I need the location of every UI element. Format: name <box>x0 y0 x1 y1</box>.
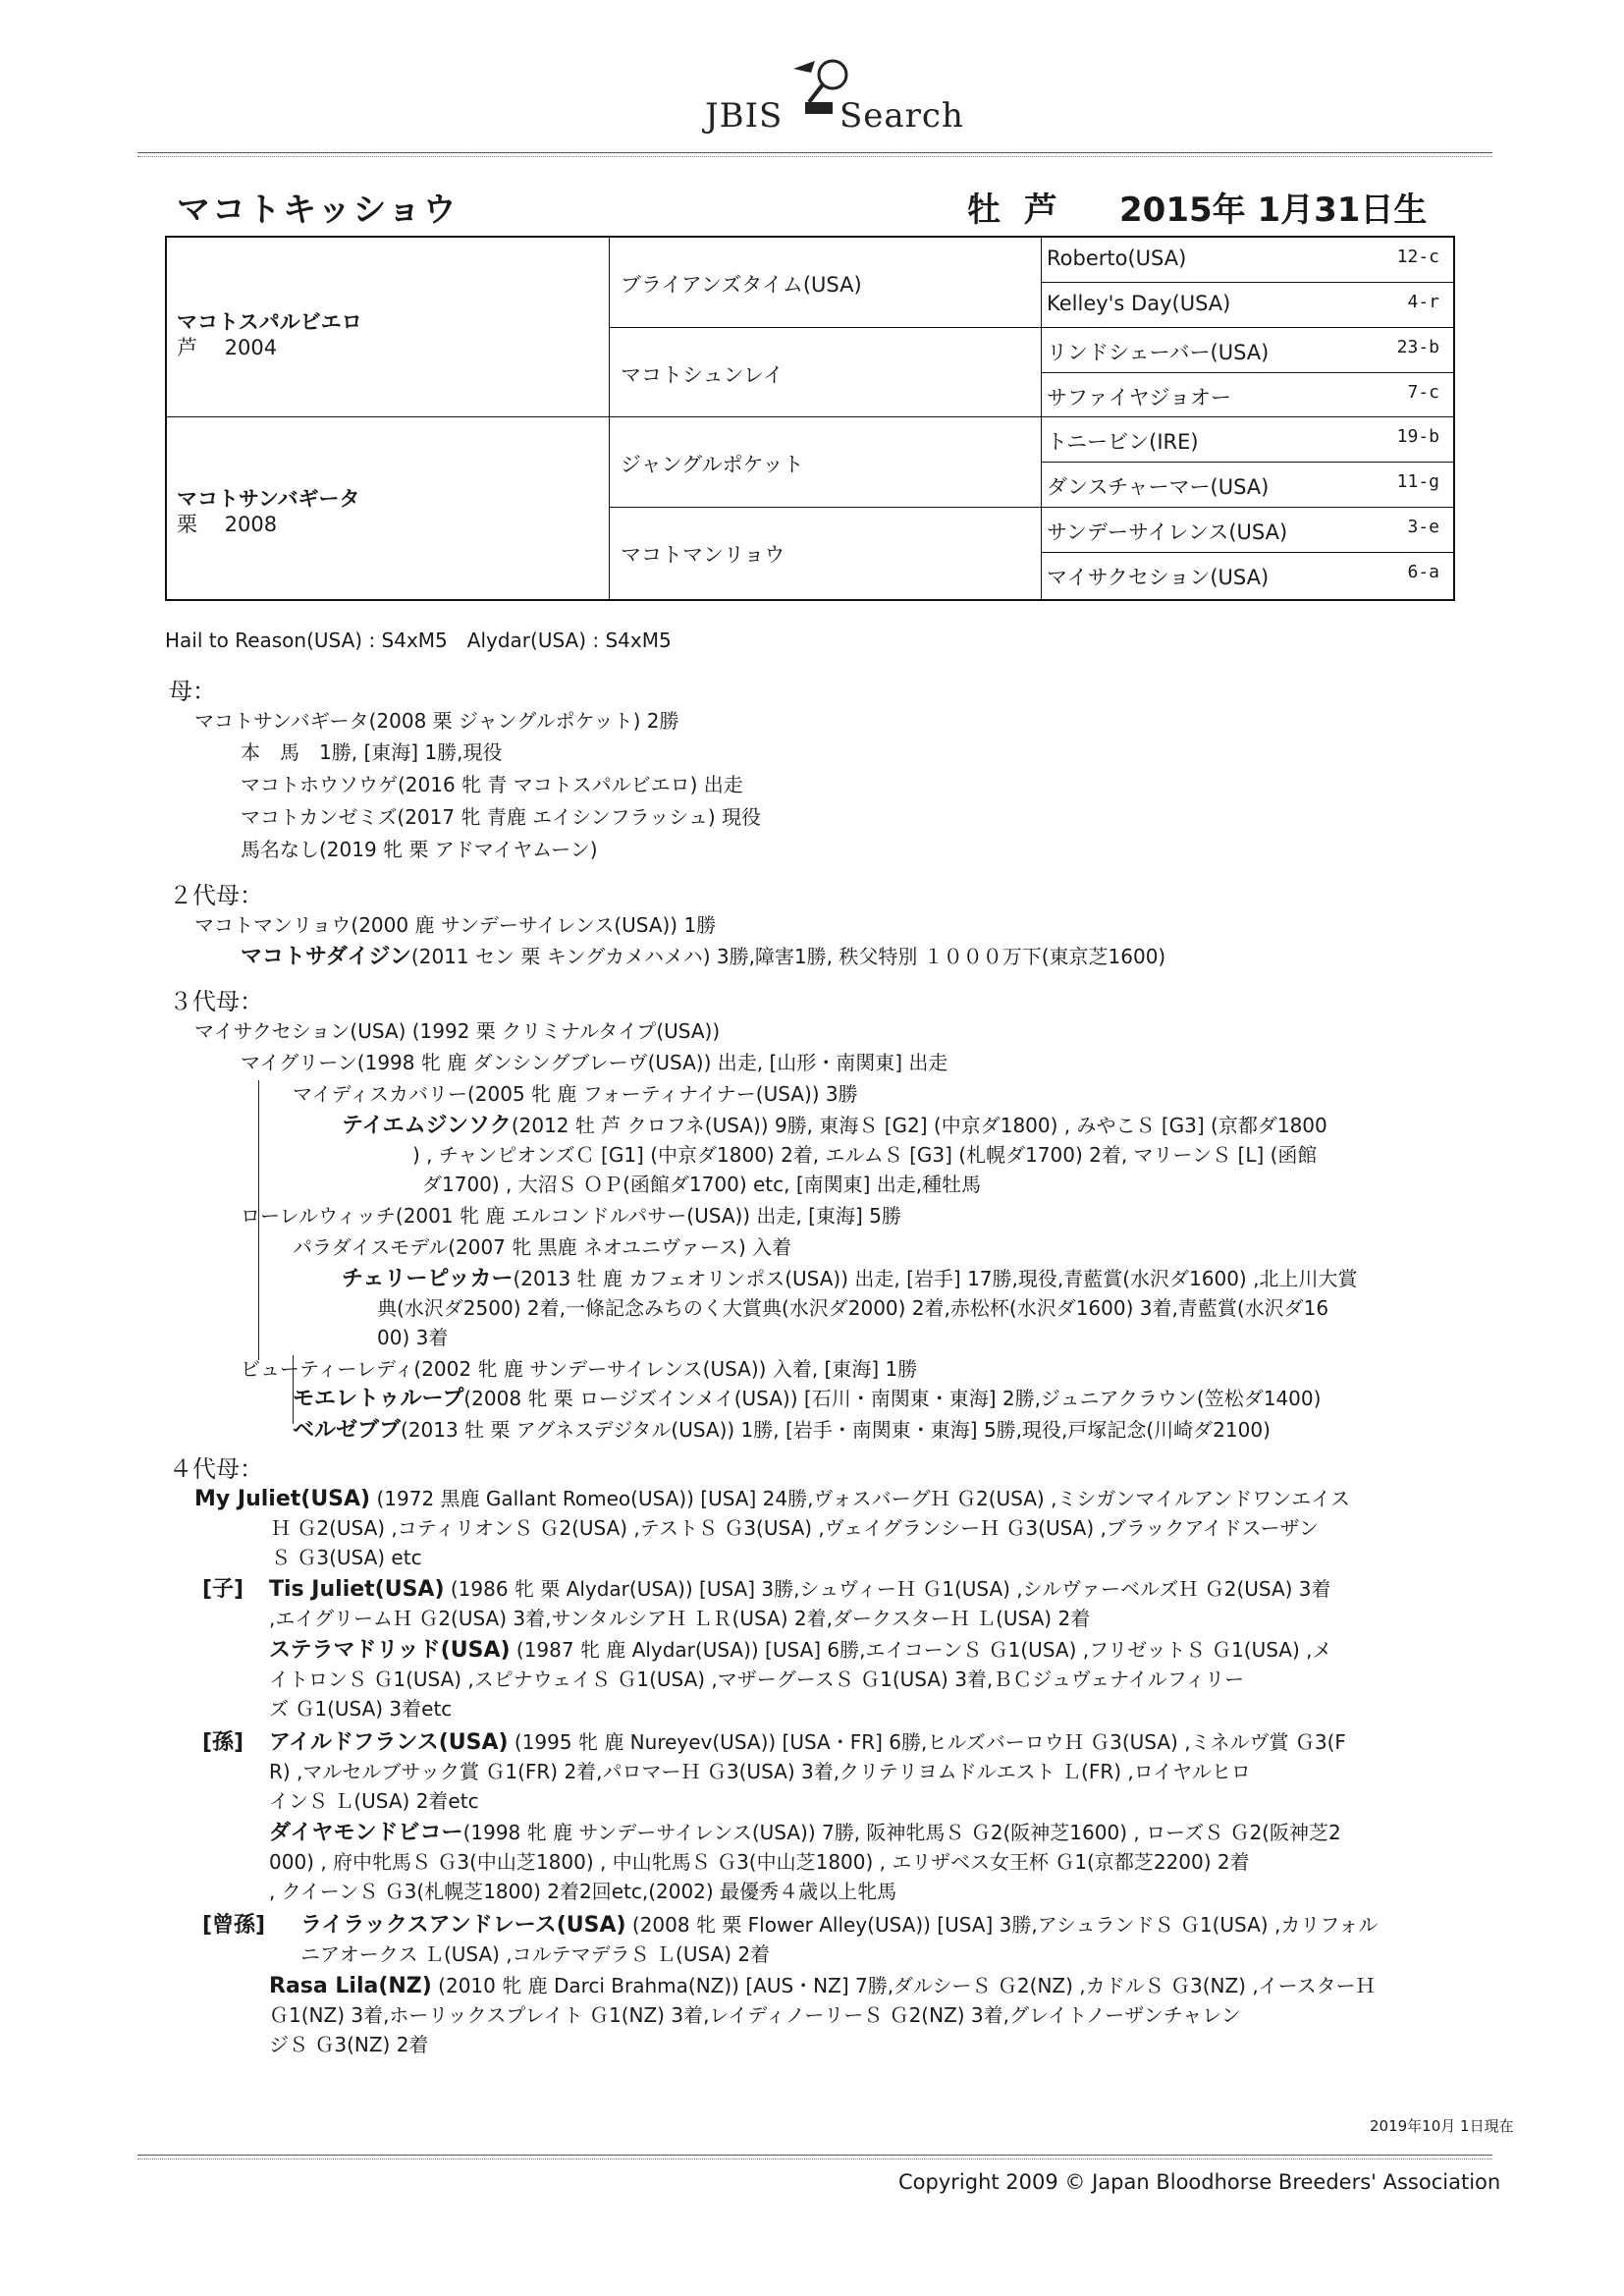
record-line <box>269 1575 1331 1604</box>
record-horse-name: ダイヤモンドビコー <box>269 1821 463 1845</box>
record-line <box>194 1485 1350 1513</box>
record-text: Ｓ Ｇ3(USA) etc <box>271 1546 422 1569</box>
record-line <box>269 1605 1090 1632</box>
record-text: , クイーンＳ Ｇ3(札幌芝1800) 2着2回etc,(2002) 最優秀４歳以上牝馬 <box>269 1880 897 1903</box>
section-dam: 母： <box>169 678 216 705</box>
record-text: (2013 牡 栗 アグネスデジタル(USA)) 1勝, [岩手・南関東・東海] 5勝,現役,戸塚記念(川崎ダ2100) <box>401 1418 1271 1442</box>
sd-name: マコトシュンレイ <box>621 363 785 387</box>
record-line <box>241 1202 901 1230</box>
record-line <box>300 1911 1378 1940</box>
record-line <box>293 1416 1271 1445</box>
record-horse-name: [曾孫] <box>202 1913 266 1938</box>
header-rule <box>137 152 1492 157</box>
footer-rule <box>137 2155 1492 2159</box>
record-text: Ｈ Ｇ2(USA) ,コティリオンＳ Ｇ2(USA) ,テストＳ Ｇ3(USA) ,ヴェイグランシーＨ Ｇ3(USA) ,ブラックアイドスーザン <box>271 1516 1320 1540</box>
record-horse-name: Tis Juliet(USA) <box>269 1577 445 1602</box>
record-line <box>300 1941 770 1968</box>
ssd-family: 4-r <box>1407 292 1439 312</box>
sds-family: 23-b <box>1396 337 1439 357</box>
horse-sex: 牡 <box>967 191 1006 230</box>
record-line <box>293 1385 1321 1413</box>
record-line <box>293 1080 858 1108</box>
ds-name: ジャングルポケット <box>621 453 804 476</box>
record-text: (2010 牝 鹿 Darci Brahma(NZ)) [AUS・NZ] 7勝,ダルシーＳ Ｇ2(NZ) ,カドルＳ Ｇ3(NZ) ,イースターＨ <box>431 1974 1376 1997</box>
record-line <box>269 1728 1346 1757</box>
horse-sex-color <box>967 183 1063 231</box>
record-line <box>269 2001 1241 2029</box>
record-line <box>269 1819 1341 1847</box>
record-line <box>269 1972 1376 2000</box>
inbreeding-note: Hail to Reason(USA) : S4xM5 Alydar(USA) : S4xM5 <box>165 629 672 652</box>
record-text: インＳ Ｌ(USA) 2着etc <box>269 1789 479 1813</box>
section-dam4: ４代母： <box>169 1455 263 1483</box>
record-text: マイグリーン(1998 牝 鹿 ダンシングブレーヴ(USA)) 出走, [山形・南関東] 出走 <box>241 1051 948 1074</box>
record-horse-name: チェリーピッカー <box>342 1267 514 1291</box>
record-line <box>422 1171 981 1198</box>
dss-name: トニービン(IRE) <box>1047 430 1199 454</box>
pedigree-table <box>165 236 1455 601</box>
record-line <box>241 738 502 766</box>
record-text: パラダイスモデル(2007 牝 黒鹿 ネオユニヴァース) 入着 <box>293 1235 792 1259</box>
record-text: (2008 牝 栗 Flower Alley(USA)) [USA] 3勝,アシュランドＳ Ｇ1(USA) ,カリフォル <box>625 1913 1379 1937</box>
record-line <box>241 1355 917 1383</box>
record-text: ビューティーレディ(2002 牝 鹿 サンデーサイレンス(USA)) 入着, [東海] 1勝 <box>241 1357 918 1381</box>
sss-family: 12-c <box>1396 246 1439 267</box>
record-line <box>377 1324 448 1351</box>
record-text: マコトカンゼミズ(2017 牝 青鹿 エイシンフラッシュ) 現役 <box>241 805 762 829</box>
dam-info: 栗 2008 <box>177 513 278 536</box>
record-text: (2011 セン 栗 キングカメハメハ) 3勝,障害1勝, 秩父特別 １０００万下(東京芝1600) <box>410 945 1166 968</box>
dsd-cell <box>1047 471 1449 501</box>
record-line <box>342 1112 1327 1140</box>
sdd-family: 7-c <box>1407 382 1439 403</box>
record-line <box>271 1544 422 1571</box>
as-of-date: 2019年10月 1日現在 <box>1370 2117 1514 2135</box>
record-text: 馬名なし(2019 牝 栗 アドマイヤムーン) <box>241 838 598 861</box>
record-text: R) ,マルセルブサック賞 Ｇ1(FR) 2着,パロマーＨ Ｇ3(USA) 3着,クリテリヨムドルエスト Ｌ(FR) ,ロイヤルヒロ <box>269 1760 1251 1783</box>
record-line <box>269 1695 452 1722</box>
record-text: ズ Ｇ1(USA) 3着etc <box>269 1697 453 1721</box>
ddd-name: マイサクセション(USA) <box>1047 566 1270 589</box>
sdd-cell <box>1047 382 1449 411</box>
sdd-name: サファイヤジョオー <box>1047 386 1231 410</box>
record-text: 000) , 府中牝馬Ｓ Ｇ3(中山芝1800) , 中山牝馬Ｓ Ｇ3(中山芝1800) , エリザベス女王杯 Ｇ1(京都芝2200) 2着 <box>269 1850 1250 1874</box>
ssd-name: Kelley's Day(USA) <box>1047 292 1231 315</box>
record-line <box>241 803 761 831</box>
record-line <box>269 1758 1251 1785</box>
record-horse-name: マコトサダイジン <box>241 945 411 969</box>
record-line <box>377 1294 1328 1322</box>
sds-name: リンドシェーバー(USA) <box>1047 341 1270 364</box>
ddd-family: 6-a <box>1407 562 1439 582</box>
dds-cell <box>1047 517 1449 546</box>
record-horse-name: My Juliet(USA) <box>194 1487 371 1511</box>
record-line <box>269 1787 479 1815</box>
record-text: マコトホウソウゲ(2016 牝 青 マコトスパルビエロ) 出走 <box>241 773 743 796</box>
record-horse-name: ベルゼブブ <box>293 1418 402 1443</box>
record-text: 本 馬 1勝, [東海] 1勝,現役 <box>241 740 503 764</box>
horse-name: マコトキッショウ <box>177 191 459 230</box>
dsd-name: ダンスチャーマー(USA) <box>1047 475 1270 499</box>
record-line <box>269 1666 1244 1693</box>
copyright: Copyright 2009 © Japan Bloodhorse Breeders' Association <box>898 2170 1501 2194</box>
record-text: マイサクセション(USA) (1992 栗 クリミナルタイプ(USA)) <box>194 1019 721 1043</box>
record-line <box>202 1911 265 1940</box>
record-line <box>194 911 716 939</box>
record-horse-name: アイルドフランス(USA) <box>269 1730 509 1755</box>
record-line <box>269 1878 896 1905</box>
record-text: (2012 牡 芦 クロフネ(USA)) 9勝, 東海Ｓ [G2] (中京ダ1800) , みやこＳ [G3] (京都ダ1800 <box>511 1114 1327 1137</box>
record-line <box>342 1265 1357 1293</box>
record-horse-name: モエレトゥループ <box>293 1387 464 1411</box>
record-text: マイディスカバリー(2005 牝 鹿 フォーティナイナー(USA)) 3勝 <box>293 1082 858 1106</box>
record-line <box>412 1141 1317 1169</box>
section-dam2: ２代母： <box>169 882 263 909</box>
record-line <box>241 943 1165 971</box>
record-text: (1998 牝 鹿 サンデーサイレンス(USA)) 7勝, 阪神牝馬Ｓ Ｇ2(阪神芝1600) , ローズＳ Ｇ2(阪神芝2 <box>462 1821 1341 1844</box>
record-text: (1995 牝 鹿 Nureyev(USA)) [USA・FR] 6勝,ヒルズバーロウＨ Ｇ3(USA) ,ミネルヴ賞 Ｇ3(F <box>508 1730 1346 1754</box>
record-line <box>269 1848 1250 1876</box>
ddd-cell <box>1047 562 1449 591</box>
ss-name: ブライアンズタイム(USA) <box>621 273 862 297</box>
record-line <box>202 1575 244 1604</box>
record-text: 00) 3着 <box>377 1326 449 1349</box>
record-horse-name: ステラマドリッド(USA) <box>269 1638 511 1663</box>
record-text: ジＳ Ｇ3(NZ) 2着 <box>269 2033 429 2056</box>
record-text: ダ1700) , 大沼Ｓ ＯＰ(函館ダ1700) etc, [南関東] 出走,種牡馬 <box>422 1173 982 1196</box>
record-horse-name: Rasa Lila(NZ) <box>269 1974 432 1998</box>
record-text: (1987 牝 鹿 Alydar(USA)) [USA] 6勝,エイコーンＳ Ｇ1(USA) ,フリゼットＳ Ｇ1(USA) ,メ <box>510 1638 1332 1662</box>
record-text: (2008 牝 栗 ロージズインメイ(USA)) [石川・南関東・東海] 2勝,ジュニアクラウン(笠松ダ1400) <box>463 1387 1322 1410</box>
record-line <box>241 1049 947 1076</box>
sire-name: マコトスパルビエロ <box>177 310 362 334</box>
sire-info: 芦 2004 <box>177 336 278 359</box>
record-line <box>271 1514 1319 1542</box>
logo-text-search: Search <box>839 96 964 136</box>
horse-birth: 2015年 1月31日生 <box>1119 191 1428 230</box>
horse-color: 芦 <box>1023 191 1063 230</box>
record-line <box>241 771 743 798</box>
ssd-cell <box>1047 292 1449 321</box>
sds-cell <box>1047 337 1449 366</box>
record-text: 典(水沢ダ2500) 2着,一條記念みちのく大賞典(水沢ダ2000) 2着,赤松杯(水沢ダ1600) 3着,青藍賞(水沢ダ16 <box>377 1296 1329 1320</box>
record-text: ローレルウィッチ(2001 牝 鹿 エルコンドルパサー(USA)) 出走, [東海] 5勝 <box>241 1204 901 1228</box>
record-line <box>202 1728 244 1757</box>
sss-cell <box>1047 246 1449 276</box>
dss-family: 19-b <box>1396 426 1439 447</box>
record-horse-name: テイエムジンソク <box>342 1114 512 1138</box>
record-horse-name: [子] <box>202 1577 244 1602</box>
dam-name: マコトサンバギータ <box>177 487 360 511</box>
record-line <box>241 836 598 863</box>
record-text: ニアオークス Ｌ(USA) ,コルテマデラＳ Ｌ(USA) 2着 <box>300 1942 771 1966</box>
record-text: マコトサンバギータ(2008 栗 ジャングルポケット) 2勝 <box>194 709 679 733</box>
dsd-family: 11-g <box>1396 471 1439 492</box>
record-line <box>269 2031 428 2058</box>
sss-name: Roberto(USA) <box>1047 246 1187 270</box>
record-text: (2013 牡 鹿 カフェオリンポス(USA)) 出走, [岩手] 17勝,現役,青藍賞(水沢ダ1600) ,北上川大賞 <box>513 1267 1358 1290</box>
logo-text-jbis: JBIS <box>705 96 784 136</box>
record-text: イトロンＳ Ｇ1(USA) ,スピナウェイＳ Ｇ1(USA) ,マザーグースＳ Ｇ1(USA) 3着,ＢＣジュヴェナイルフィリー <box>269 1667 1245 1691</box>
record-line <box>194 1017 720 1045</box>
record-line <box>269 1636 1331 1665</box>
record-text: ) , チャンピオンズＣ [G1] (中京ダ1800) 2着, エルムＳ [G3] (札幌ダ1700) 2着, マリーンＳ [L] (函館 <box>412 1143 1318 1167</box>
dds-name: サンデーサイレンス(USA) <box>1047 520 1288 544</box>
dd-name: マコトマンリョウ <box>621 543 785 567</box>
dss-cell <box>1047 426 1449 456</box>
record-horse-name: ライラックスアンドレース(USA) <box>300 1913 626 1938</box>
record-text: (1972 黒鹿 Gallant Romeo(USA)) [USA] 24勝,ヴォスバーグＨ Ｇ2(USA) ,ミシガンマイルアンドワンエイス <box>370 1487 1351 1510</box>
record-horse-name: [孫] <box>202 1730 244 1755</box>
record-text: (1986 牝 栗 Alydar(USA)) [USA] 3勝,シュヴィーＨ Ｇ1(USA) ,シルヴァーベルズＨ Ｇ2(USA) 3着 <box>444 1577 1331 1601</box>
record-line <box>194 707 679 735</box>
record-text: マコトマンリョウ(2000 鹿 サンデーサイレンス(USA)) 1勝 <box>194 913 717 937</box>
dds-family: 3-e <box>1407 517 1439 537</box>
jbis-logo <box>687 55 982 153</box>
record-line <box>293 1233 791 1261</box>
record-text: Ｇ1(NZ) 3着,ホーリックスプレイト Ｇ1(NZ) 3着,レイディノーリーＳ Ｇ2(NZ) 3着,グレイトノーザンチャレン <box>269 2003 1241 2027</box>
record-text: ,エイグリームＨ Ｇ2(USA) 3着,サンタルシアＨ ＬＲ(USA) 2着,ダークスターＨ Ｌ(USA) 2着 <box>269 1607 1091 1630</box>
section-dam3: ３代母： <box>169 988 263 1015</box>
